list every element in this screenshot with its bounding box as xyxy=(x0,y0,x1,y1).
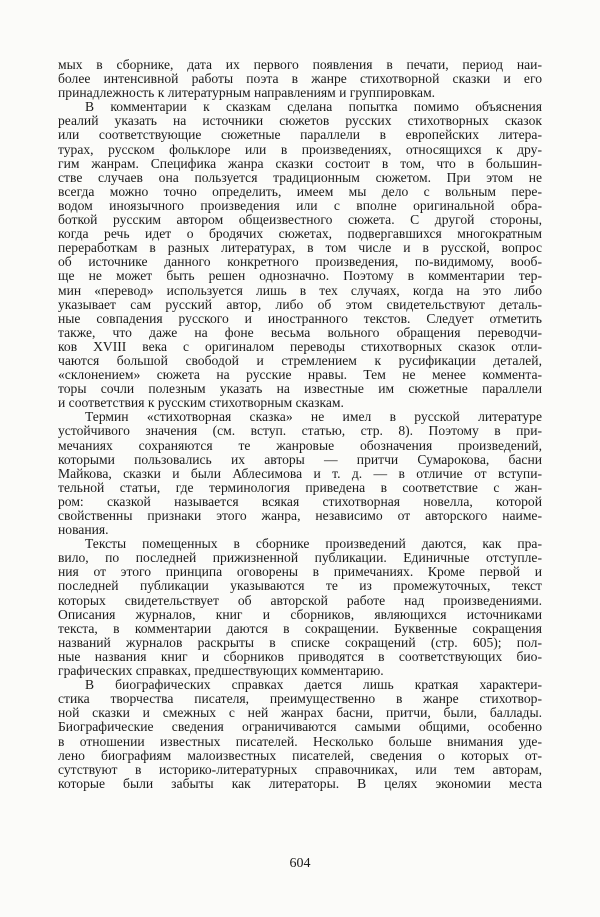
paragraph xyxy=(58,537,542,678)
text-line: которые были забыты как литераторы. В целях экономии места xyxy=(58,776,542,791)
text-line: ще не может быть решен однозначно. Поэтому в комментарии тер- xyxy=(58,269,542,284)
text-line: Майкова, сказки и были Аблесимова и т. д. — в отличие от вступи- xyxy=(58,466,542,481)
text-line: чаются большой свободой и стремлением к русификации деталей, xyxy=(58,353,542,368)
text-line: мин «перевод» используется лишь в тех случаях, когда на это либо xyxy=(58,283,542,298)
text-line: торы сочли полезным указать на известные им сюжетные параллели xyxy=(58,382,542,397)
body-text xyxy=(58,58,542,791)
text-line: ной сказки и смежных с ней жанрах басни, притчи, были, баллады. xyxy=(58,706,542,721)
text-line: Описания журналов, книг и сборников, являющихся источниками xyxy=(58,607,542,622)
text-line: В биографических справках дается лишь краткая характери- xyxy=(85,678,542,693)
text-line: водом иноязычного произведения или с вполне оригинальной обра- xyxy=(58,198,542,213)
text-line: мечаниях сохраняются те жанровые обозначения произведений, xyxy=(58,438,542,453)
text-line: вило, по последней прижизненной публикации. Единичные отступле- xyxy=(58,551,542,566)
text-line: ром: сказкой называется всякая стихотворная новелла, которой xyxy=(58,494,542,509)
text-line: лено биографиям малоизвестных писателей, сведения о которых от- xyxy=(58,748,542,763)
text-line: «склонением» сюжета на русские нравы. Тем не менее коммента- xyxy=(58,368,542,383)
text-line: сутствуют в историко-литературных справочниках, или тем авторам, xyxy=(58,762,542,777)
text-line: свойственны признаки этого жанра, независимо от авторского наиме- xyxy=(58,509,542,523)
text-line: последней публикации указываются те из промежуточных, текст xyxy=(58,579,542,594)
text-line: стика творчества писателя, преимущественно в жанре стихотвор- xyxy=(58,692,542,707)
text-line: ные совпадения русского и иностранного текстов. Следует отметить xyxy=(58,311,542,326)
text-line: также, что даже на фоне весьма вольного обращения переводчи- xyxy=(58,325,542,340)
text-line: когда речь идет о бродячих сюжетах, подвергавшихся многократным xyxy=(58,227,542,242)
text-line: Тексты помещенных в сборнике произведений даются, как пра- xyxy=(85,537,542,552)
page-number: 604 xyxy=(289,856,311,871)
text-line: названий журналов раскрыты в списке сокращений (стр. 605); пол- xyxy=(58,635,542,650)
text-line: и соответствия к русским стихотворным сказкам. xyxy=(58,396,344,411)
paragraph xyxy=(58,100,542,410)
text-line: устойчивого значения (см. вступ. статью, стр. 8). Поэтому в при- xyxy=(58,424,542,439)
text-line: которых свидетельствует об авторской работе над произведениями. xyxy=(58,593,542,608)
paragraph xyxy=(58,58,542,100)
text-line: которыми пользовались их авторы — притчи Сумарокова, басни xyxy=(58,452,542,467)
paragraph xyxy=(58,678,542,791)
text-line: ков XVIII века с оригиналом переводы стихотворных сказок отли- xyxy=(58,339,542,354)
text-line: тельной статьи, где терминология приведена в соответствие с жан- xyxy=(58,480,542,495)
text-line: принадлежность к литературным направлениям и группировкам. xyxy=(58,86,436,101)
text-line: боткой русским автором общеизвестного сюжета. С другой стороны, xyxy=(58,213,542,228)
text-line: в отношении известных писателей. Несколько больше внимания уде- xyxy=(58,734,542,749)
text-line: ные названия книг и сборников приводятся в соответствующих био- xyxy=(58,649,542,664)
text-line: или соответствующие сюжетные параллели в европейских литера- xyxy=(58,128,542,143)
text-line: указывает сам русский автор, либо об этом свидетельствуют деталь- xyxy=(58,297,542,312)
text-line: турах, русском фольклоре или в произведениях, относящихся к дру- xyxy=(58,142,542,157)
text-line: текста, в комментарии даются в сокращении. Буквенные сокращения xyxy=(58,621,542,636)
text-line: гим жанрам. Специфика жанра сказки состоит в том, что в большин- xyxy=(58,156,542,171)
text-line: Биографические сведения ограничиваются самыми общими, особенно xyxy=(58,720,542,735)
text-line: нования. xyxy=(58,523,109,538)
paragraph xyxy=(58,410,542,537)
text-line: переработкам в разных литературах, в том числе и в русской, вопрос xyxy=(58,241,542,256)
text-line: ния от этого принципа оговорены в примечаниях. Кроме первой и xyxy=(58,565,542,580)
text-line: более интенсивной работы поэта в жанре стихотворной сказки и его xyxy=(58,72,542,87)
text-line: графических справках, предшествующих комментарию. xyxy=(58,664,384,679)
text-line: Термин «стихотворная сказка» не имел в русской литературе xyxy=(85,410,542,425)
text-line: стве случаев она пользуется традиционным сюжетом. При этом не xyxy=(58,170,542,185)
text-line: мых в сборнике, дата их первого появления в печати, период наи- xyxy=(58,58,542,72)
text-line: В комментарии к сказкам сделана попытка помимо объяснения xyxy=(85,100,542,115)
text-line: реалий указать на источники сюжетов русских стихотворных сказок xyxy=(58,114,542,129)
text-line: об источнике данного конкретного произведения, по-видимому, вооб- xyxy=(58,255,542,270)
text-line: всегда можно точно определить, имеем мы дело с вольным пере- xyxy=(58,184,542,199)
